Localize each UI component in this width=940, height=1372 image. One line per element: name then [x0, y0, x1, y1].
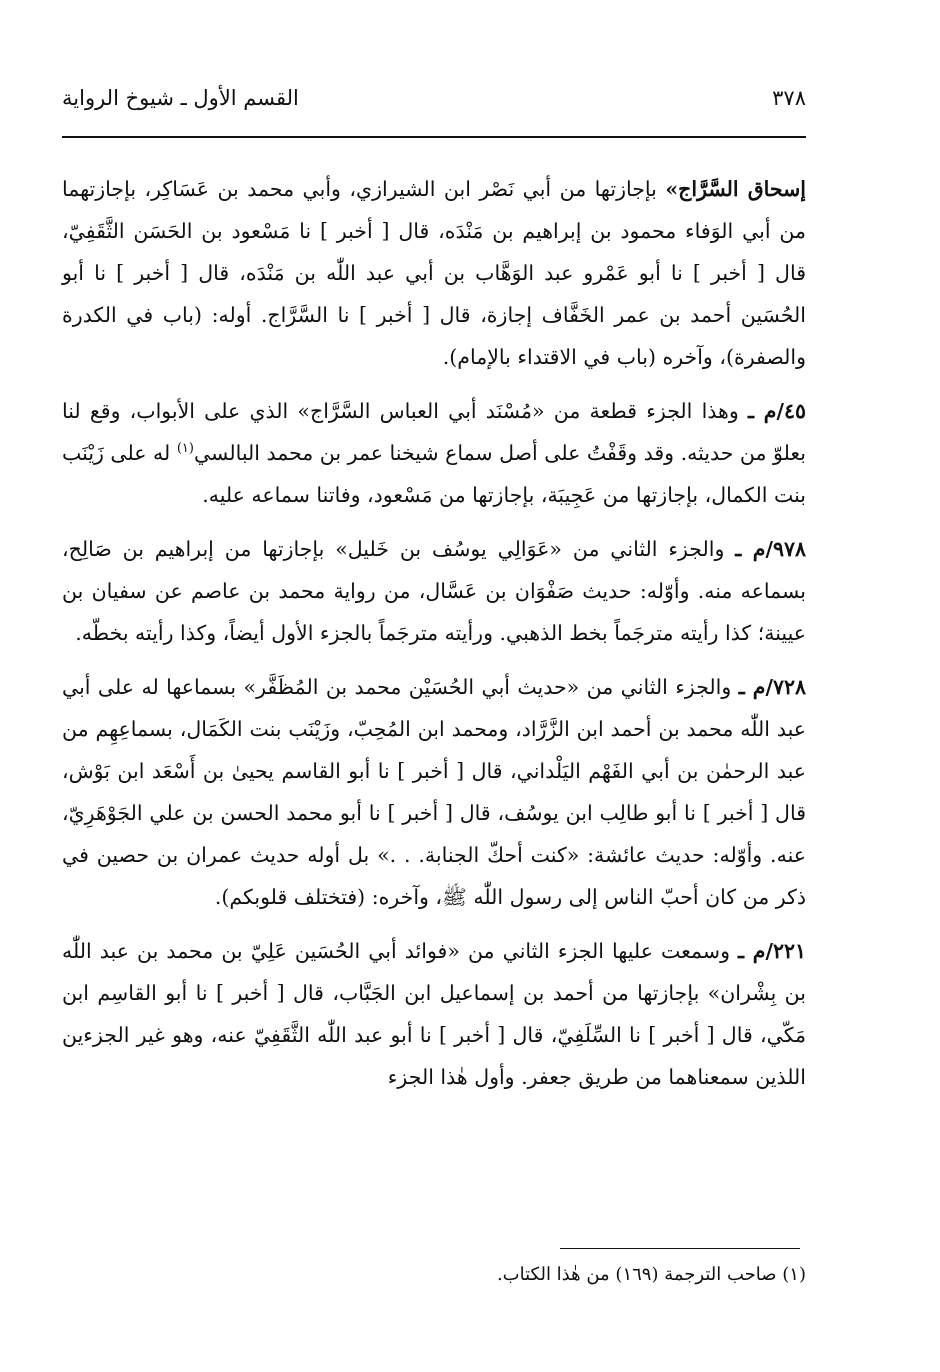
- entry-number: ٢٢١/م ـ: [738, 939, 806, 963]
- paragraph-entry: [62, 528, 806, 654]
- paragraph-continuation: [62, 168, 806, 378]
- paragraph-text: بإجازتها من أبي نَصْر ابن الشيرازي، وأبي محمد بن عَسَاكِر، بإجازتهما من أبي الوَفاء محمود بن إبراهيم بن مَنْدَه، قال [ أخبر ] نا مَسْعود بن الحَسَن الثَّقَفِيّ، قال [ أخبر ] نا أبو عَمْرو عبد الوَهَّاب بن أبي عبد اللّٰه بن مَنْدَه، قال [ أخبر ] نا أبو الحُسَين أحمد بن عمر الخَفَّاف إجازة، قال [ أخبر ] نا السَّرَّاج. أوله: (باب في الكدرة والصفرة)، وآخره (باب في الاقتداء بالإمام).: [62, 177, 806, 369]
- paragraph-entry: [62, 930, 806, 1098]
- main-text: [62, 168, 806, 1110]
- page-header: [62, 78, 806, 118]
- footnote-reference[interactable]: (١): [176, 441, 194, 457]
- paragraph-text: وهذا الجزء قطعة من «مُسْنَد أبي العباس السَّرَّاج» الذي على الأبواب، وقع لنا بعلوّ من حديثه. وقد وقَفْتُ على أصل سماع شيخنا عمر بن محمد البالسي: [62, 399, 806, 465]
- paragraph-text: والجزء الثاني من «حديث أبي الحُسَيْن محمد بن المُظَفَّر» بسماعها له على أبي عبد اللّٰه محمد بن أحمد ابن الزَّرَّاد، ومحمد ابن المُحِبّ، وزَيْنَب بنت الكَمَال، بسماعِهِم من عبد الرحمٰن بن أبي الفَهْم اليَلْداني، قال [ أخبر ] نا أبو القاسم يحيىٰ بن أَسْعَد ابن بَوْش، قال [ أخبر ] نا أبو طالِب ابن يوسُف، قال [ أخبر ] نا أبو محمد الحسن بن علي الجَوْهَرِيّ، عنه. وأوّله: حديث عائشة: «كنت أحكّ الجنابة. . .» بل أوله حديث عمران بن حصين في ذكر من كان أحبّ الناس إلى رسول اللّٰه ﷺ، وآخره: (فتختلف قلوبكم).: [62, 675, 806, 909]
- paragraph-text: وسمعت عليها الجزء الثاني من «فوائد أبي الحُسَين عَلِيّ بن محمد بن عبد اللّٰه بن بِشْران» بإجازتها من أحمد بن إسماعيل ابن الجَبَّاب، قال [ أخبر ] نا أبو القاسِم ابن مَكّي، قال [ أخبر ] نا السِّلَفِيّ، قال [ أخبر ] نا أبو عبد اللّٰه الثَّقَفِيّ عنه، وهو غير الجزءين اللذين سمعناهما من طريق جعفر. وأول هٰذا الجزء: [62, 939, 806, 1089]
- entry-number: ٩٧٨/م ـ: [735, 537, 806, 561]
- footnote: [62, 1264, 806, 1285]
- paragraph-entry: [62, 666, 806, 918]
- entry-number: ٧٢٨/م ـ: [738, 675, 806, 699]
- paragraph-text-continued: له على زَيْنَب بنت الكمال، بإجازتها من عَجِيبَة، بإجازتها من مَسْعود، وفاتنا سماعه عليه.: [62, 441, 806, 507]
- footnote-marker: (١): [782, 1264, 806, 1285]
- footnote-divider: [560, 1248, 800, 1249]
- paragraph-entry: [62, 390, 806, 516]
- footnote-text: صاحب الترجمة (١٦٩) من هٰذا الكتاب.: [496, 1264, 777, 1285]
- running-title: القسم الأول ـ شيوخ الرواية: [62, 86, 299, 110]
- page-number: ٣٧٨: [772, 86, 806, 110]
- paragraph-text: والجزء الثاني من «عَوَالِي يوسُف بن خَليل» بإجازتها من إبراهيم بن صَالِح، بسماعه منه. وأوّله: حديث صَفْوَان بن عَسَّال، من رواية محمد بن عاصم عن سفيان بن عيينة؛ كذا رأيته مترجَماً بخط الذهبي. ورأيته مترجَماً بالجزء الأول أيضاً، وكذا رأيته بخطّه.: [62, 537, 806, 645]
- entry-number: ٤٥/م ـ: [747, 399, 806, 423]
- paragraph-lead: إسحاق السَّرَّاج»: [665, 177, 806, 201]
- header-divider: [62, 136, 806, 138]
